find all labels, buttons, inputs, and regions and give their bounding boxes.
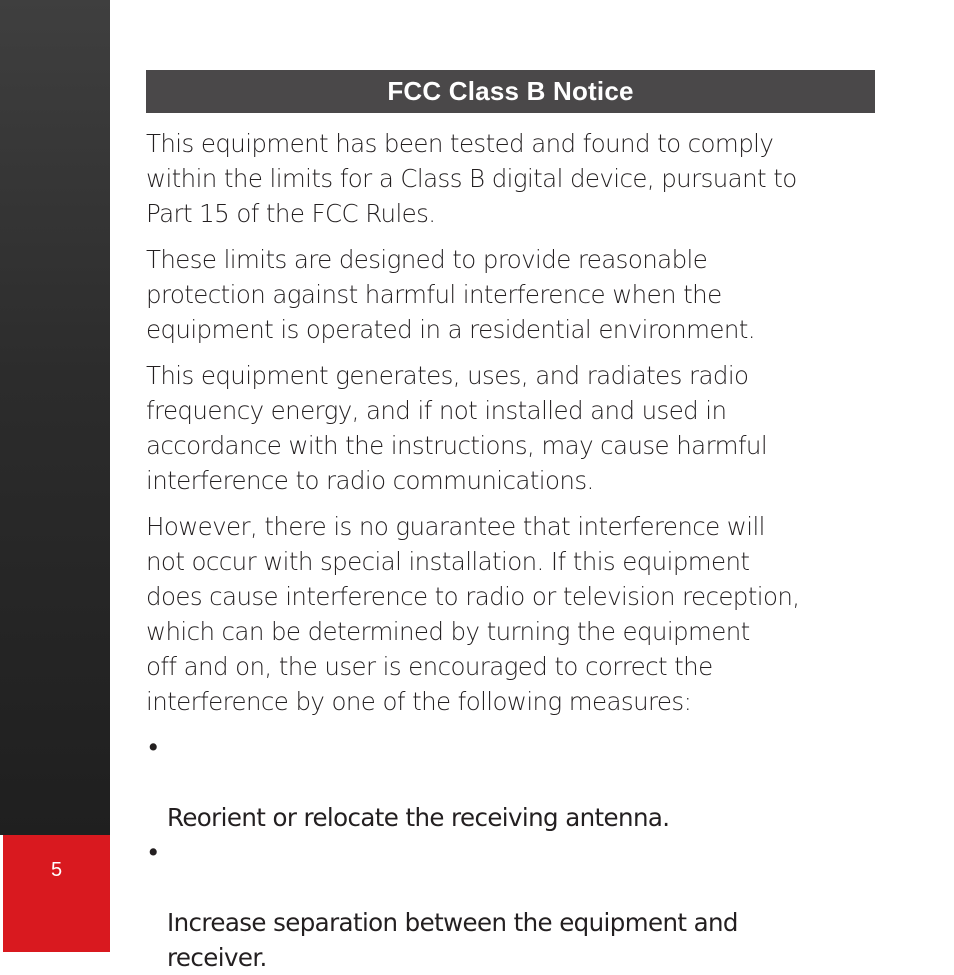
paragraph-guarantee: However, there is no guarantee that interference will not occur with special installation. If this equipment does cause interference to radio or television reception, which can be determined by turning the equipment off and on, the user is encouraged to correct the interference by one of the following measures: [146,512,800,716]
bullet-icon: • [146,838,160,867]
measures-list [146,730,875,975]
list-item-text: Reorient or relocate the receiving antenna. [167,803,670,832]
paragraph-radio-energy: This equipment generates, uses, and radiates radio frequency energy, and if not installed and used in accordance with the instructions, may cause harmful interference to radio communications. [146,361,768,495]
sidebar-strip [0,0,110,835]
list-item [146,835,875,975]
bullet-icon: • [146,733,160,762]
page-number: 5 [50,859,63,881]
page-number-tab [3,835,110,952]
paragraph-limits: These limits are designed to provide reasonable protection against harmful interference when the equipment is operated in a residential environment. [146,245,755,344]
document-content [146,70,875,975]
paragraph-compliance: This equipment has been tested and found to comply within the limits for a Class B digital device, pursuant to Part 15 of the FCC Rules. [146,129,797,228]
section-heading: FCC Class B Notice [146,70,875,113]
list-item [146,730,875,835]
list-item-text: Increase separation between the equipment and receiver. [167,908,738,972]
